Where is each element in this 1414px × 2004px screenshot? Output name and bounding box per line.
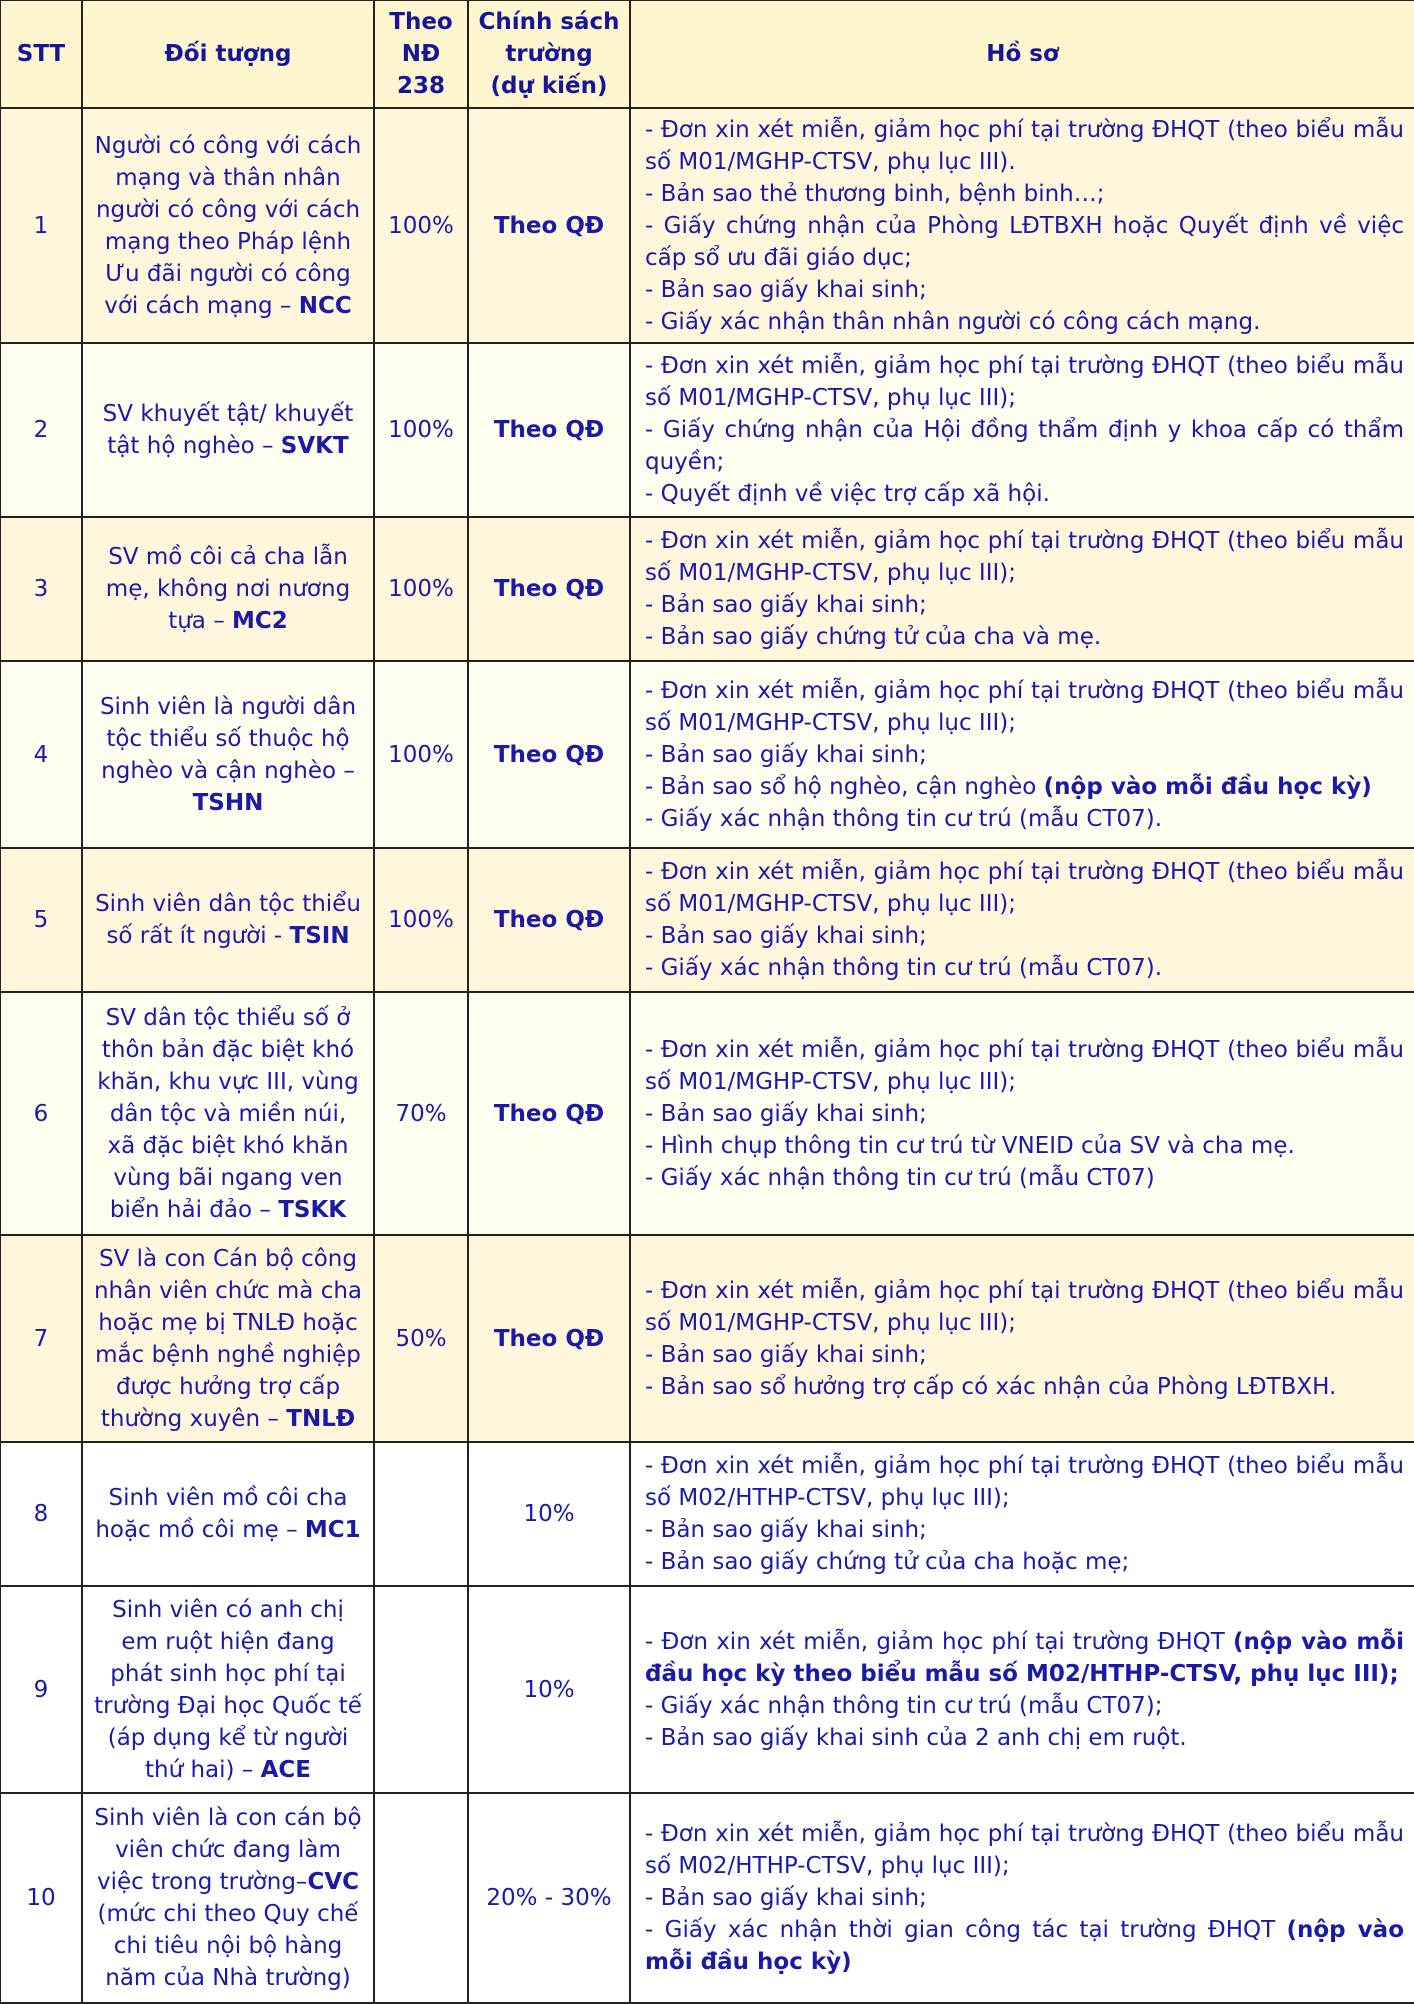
doi-tuong-code: SVKT [280, 433, 349, 459]
cell-ho-so [630, 517, 1414, 661]
cell-chinh-sach: Theo QĐ [468, 661, 630, 848]
ho-so-line: - Đơn xin xét miễn, giảm học phí tại trường ĐHQT (theo biểu mẫu số M01/MGHP-CTSV, phụ lục III); [645, 1036, 1404, 1095]
ho-so-line: - Quyết định về việc trợ cấp xã hội. [645, 481, 1050, 507]
ho-so-line: - Đơn xin xét miễn, giảm học phí tại trường ĐHQT (theo biểu mẫu số M02/HTHP-CTSV, phụ lục III); [645, 1453, 1404, 1511]
table-row [0, 108, 1414, 343]
header-chinh-sach-line-3: (dự kiến) [490, 73, 608, 99]
cell-stt: 1 [0, 108, 82, 343]
cell-doi-tuong [82, 1586, 374, 1793]
header-ho-so: Hồ sơ [630, 0, 1414, 108]
cell-theo-nd [374, 1793, 468, 2003]
ho-so-line: - Bản sao sổ hưởng trợ cấp có xác nhận của Phòng LĐTBXH. [645, 1373, 1337, 1400]
doi-tuong-text: Sinh viên là người dân tộc thiểu số thuộc hộ nghèo và cận nghèo – [99, 693, 357, 784]
cell-chinh-sach: Theo QĐ [468, 848, 630, 992]
cell-chinh-sach: 10% [468, 1586, 630, 1793]
doi-tuong-code: TSKK [278, 1196, 347, 1223]
table-row [0, 1586, 1414, 1793]
ho-so-line: - Giấy xác nhận thông tin cư trú (mẫu CT07). [645, 805, 1163, 832]
cell-stt: 4 [0, 661, 82, 848]
cell-stt: 6 [0, 992, 82, 1235]
cell-doi-tuong [82, 343, 374, 517]
ho-so-line: - Bản sao giấy khai sinh; [645, 276, 927, 303]
cell-ho-so [630, 1793, 1414, 2003]
cell-theo-nd: 100% [374, 661, 468, 848]
header-chinh-sach-line-1: Chính sách [478, 9, 620, 35]
doi-tuong-code: TSIN [289, 923, 350, 949]
ho-so-line: - Đơn xin xét miễn, giảm học phí tại trường ĐHQT (theo biểu mẫu số M01/MGHP-CTSV, phụ lục III); [645, 859, 1404, 917]
cell-chinh-sach: 10% [468, 1442, 630, 1586]
doi-tuong-text: SV mồ côi cả cha lẫn mẹ, không nơi nương tựa – [105, 544, 351, 634]
cell-doi-tuong [82, 108, 374, 343]
cell-chinh-sach: Theo QĐ [468, 517, 630, 661]
doi-tuong-note: (mức chi theo Quy chế chi tiêu nội bộ hàng năm của Nhà trường) [97, 1901, 359, 1991]
ho-so-line-text: - Giấy xác nhận thời gian công tác tại trường ĐHQT [645, 1917, 1287, 1943]
ho-so-line: - Giấy xác nhận thông tin cư trú (mẫu CT07) [645, 1164, 1155, 1191]
table-row [0, 1793, 1414, 2003]
cell-stt: 5 [0, 848, 82, 992]
header-doi-tuong: Đối tượng [82, 0, 374, 108]
doi-tuong-text: Sinh viên dân tộc thiểu số rất ít người - [95, 891, 361, 949]
cell-stt: 2 [0, 343, 82, 517]
doi-tuong-code: TSHN [192, 789, 264, 816]
ho-so-line: - Bản sao giấy khai sinh; [645, 1517, 927, 1543]
doi-tuong-text: Sinh viên mồ côi cha hoặc mồ côi mẹ – [95, 1485, 348, 1543]
cell-doi-tuong [82, 848, 374, 992]
ho-so-bold-note: (nộp vào mỗi đầu học kỳ) [1043, 773, 1372, 800]
ho-so-line: - Bản sao giấy chứng tử của cha và mẹ. [645, 624, 1102, 650]
ho-so-line-text: - Đơn xin xét miễn, giảm học phí tại trường ĐHQT [645, 1628, 1234, 1655]
cell-ho-so [630, 661, 1414, 848]
cell-stt: 8 [0, 1442, 82, 1586]
ho-so-line [645, 771, 1404, 803]
table-row [0, 1442, 1414, 1586]
doi-tuong-code: CVC [307, 1869, 359, 1895]
cell-theo-nd: 100% [374, 108, 468, 343]
table-row [0, 992, 1414, 1235]
ho-so-line: - Bản sao giấy khai sinh; [645, 592, 927, 618]
table-row [0, 1235, 1414, 1442]
cell-doi-tuong [82, 1442, 374, 1586]
doi-tuong-text: Sinh viên có anh chị em ruột hiện đang phát sinh học phí tại trường Đại học Quốc tế (áp dụng kể từ người thứ hai) – [94, 1596, 362, 1783]
cell-doi-tuong [82, 1793, 374, 2003]
ho-so-line: - Đơn xin xét miễn, giảm học phí tại trường ĐHQT (theo biểu mẫu số M01/MGHP-CTSV, phụ lục III); [645, 1277, 1404, 1336]
cell-ho-so [630, 343, 1414, 517]
cell-chinh-sach: Theo QĐ [468, 343, 630, 517]
doi-tuong-text: Người có công với cách mạng và thân nhân người có công với cách mạng theo Pháp lệnh Ưu đãi người có công với cách mạng – [94, 132, 362, 319]
ho-so-line: - Bản sao thẻ thương binh, bệnh binh…; [645, 180, 1105, 207]
cell-stt: 7 [0, 1235, 82, 1442]
cell-theo-nd: 100% [374, 343, 468, 517]
doi-tuong-code: MC1 [304, 1517, 361, 1543]
doi-tuong-code: TNLĐ [286, 1405, 356, 1432]
cell-ho-so [630, 1235, 1414, 1442]
doi-tuong-text: Sinh viên là con cán bộ viên chức đang làm việc trong trường– [94, 1805, 362, 1895]
ho-so-line [645, 1914, 1404, 1978]
cell-stt: 10 [0, 1793, 82, 2003]
ho-so-line-text: - Bản sao sổ hộ nghèo, cận nghèo [645, 773, 1044, 800]
cell-chinh-sach: Theo QĐ [468, 108, 630, 343]
ho-so-line: - Giấy chứng nhận của Phòng LĐTBXH hoặc Quyết định về việc cấp sổ ưu đãi giáo dục; [645, 212, 1404, 271]
table-row [0, 517, 1414, 661]
ho-so-line: - Giấy xác nhận thông tin cư trú (mẫu CT07). [645, 955, 1163, 981]
header-theo-nd-line-3: 238 [396, 73, 445, 99]
ho-so-line: - Giấy chứng nhận của Hội đồng thẩm định y khoa cấp có thẩm quyền; [645, 417, 1404, 475]
ho-so-line: - Đơn xin xét miễn, giảm học phí tại trường ĐHQT (theo biểu mẫu số M01/MGHP-CTSV, phụ lục III); [645, 528, 1404, 586]
cell-ho-so [630, 1442, 1414, 1586]
ho-so-bold-note: (nộp vào mỗi đầu học kỳ) [645, 1917, 1404, 1975]
header-chinh-sach [468, 0, 630, 108]
cell-theo-nd: 70% [374, 992, 468, 1235]
doi-tuong-text: SV là con Cán bộ công nhân viên chức mà cha hoặc mẹ bị TNLĐ hoặc mắc bệnh nghề nghiệp được hưởng trợ cấp thường xuyên – [93, 1245, 363, 1432]
header-stt: STT [0, 0, 82, 108]
cell-doi-tuong [82, 1235, 374, 1442]
table-row [0, 343, 1414, 517]
doi-tuong-text: SV khuyết tật/ khuyết tật hộ nghèo – [102, 401, 354, 459]
ho-so-bold-note: (nộp vào mỗi đầu học kỳ theo biểu mẫu số M02/HTHP-CTSV, phụ lục III); [645, 1628, 1404, 1687]
ho-so-line: - Giấy xác nhận thân nhân người có công cách mạng. [645, 308, 1261, 335]
doi-tuong-text: SV dân tộc thiểu số ở thôn bản đặc biệt khó khăn, khu vực III, vùng dân tộc và miền núi, xã đặc biệt khó khăn vùng bãi ngang ven biển hải đảo – [97, 1004, 359, 1223]
ho-so-line [645, 1626, 1404, 1690]
cell-theo-nd: 50% [374, 1235, 468, 1442]
doi-tuong-code: ACE [260, 1756, 312, 1783]
header-theo-nd-line-1: Theo [389, 9, 453, 35]
ho-so-line: - Đơn xin xét miễn, giảm học phí tại trường ĐHQT (theo biểu mẫu số M02/HTHP-CTSV, phụ lục III); [645, 1821, 1404, 1879]
cell-ho-so [630, 108, 1414, 343]
ho-so-line: - Đơn xin xét miễn, giảm học phí tại trường ĐHQT (theo biểu mẫu số M01/MGHP-CTSV, phụ lục III); [645, 677, 1404, 736]
cell-doi-tuong [82, 992, 374, 1235]
table-row [0, 848, 1414, 992]
cell-theo-nd [374, 1586, 468, 1793]
doi-tuong-code: MC2 [232, 608, 288, 634]
doi-tuong-code: NCC [298, 292, 352, 319]
header-theo-nd-238 [374, 0, 468, 108]
cell-doi-tuong [82, 661, 374, 848]
header-row [0, 0, 1414, 108]
cell-ho-so [630, 848, 1414, 992]
cell-ho-so [630, 1586, 1414, 1793]
ho-so-line: - Giấy xác nhận thông tin cư trú (mẫu CT07); [645, 1692, 1163, 1719]
ho-so-line: - Bản sao giấy khai sinh; [645, 1100, 927, 1127]
cell-theo-nd [374, 1442, 468, 1586]
cell-doi-tuong [82, 517, 374, 661]
cell-chinh-sach: Theo QĐ [468, 992, 630, 1235]
header-theo-nd-line-2: NĐ [401, 41, 441, 67]
ho-so-line: - Đơn xin xét miễn, giảm học phí tại trường ĐHQT (theo biểu mẫu số M01/MGHP-CTSV, phụ lục III). [645, 116, 1404, 175]
header-chinh-sach-line-2: trường [505, 41, 593, 67]
ho-so-line: - Bản sao giấy khai sinh; [645, 1885, 927, 1911]
ho-so-line: - Bản sao giấy khai sinh; [645, 1341, 927, 1368]
cell-theo-nd: 100% [374, 848, 468, 992]
ho-so-line: - Đơn xin xét miễn, giảm học phí tại trường ĐHQT (theo biểu mẫu số M01/MGHP-CTSV, phụ lục III); [645, 353, 1404, 411]
cell-stt: 3 [0, 517, 82, 661]
ho-so-line: - Bản sao giấy chứng tử của cha hoặc mẹ; [645, 1549, 1130, 1575]
cell-stt: 9 [0, 1586, 82, 1793]
ho-so-line: - Hình chụp thông tin cư trú từ VNEID của SV và cha mẹ. [645, 1132, 1295, 1159]
cell-chinh-sach: 20% - 30% [468, 1793, 630, 2003]
table-row [0, 661, 1414, 848]
cell-ho-so [630, 992, 1414, 1235]
cell-theo-nd: 100% [374, 517, 468, 661]
cell-chinh-sach: Theo QĐ [468, 1235, 630, 1442]
ho-so-line: - Bản sao giấy khai sinh của 2 anh chị em ruột. [645, 1724, 1187, 1751]
ho-so-line: - Bản sao giấy khai sinh; [645, 741, 927, 768]
ho-so-line: - Bản sao giấy khai sinh; [645, 923, 927, 949]
